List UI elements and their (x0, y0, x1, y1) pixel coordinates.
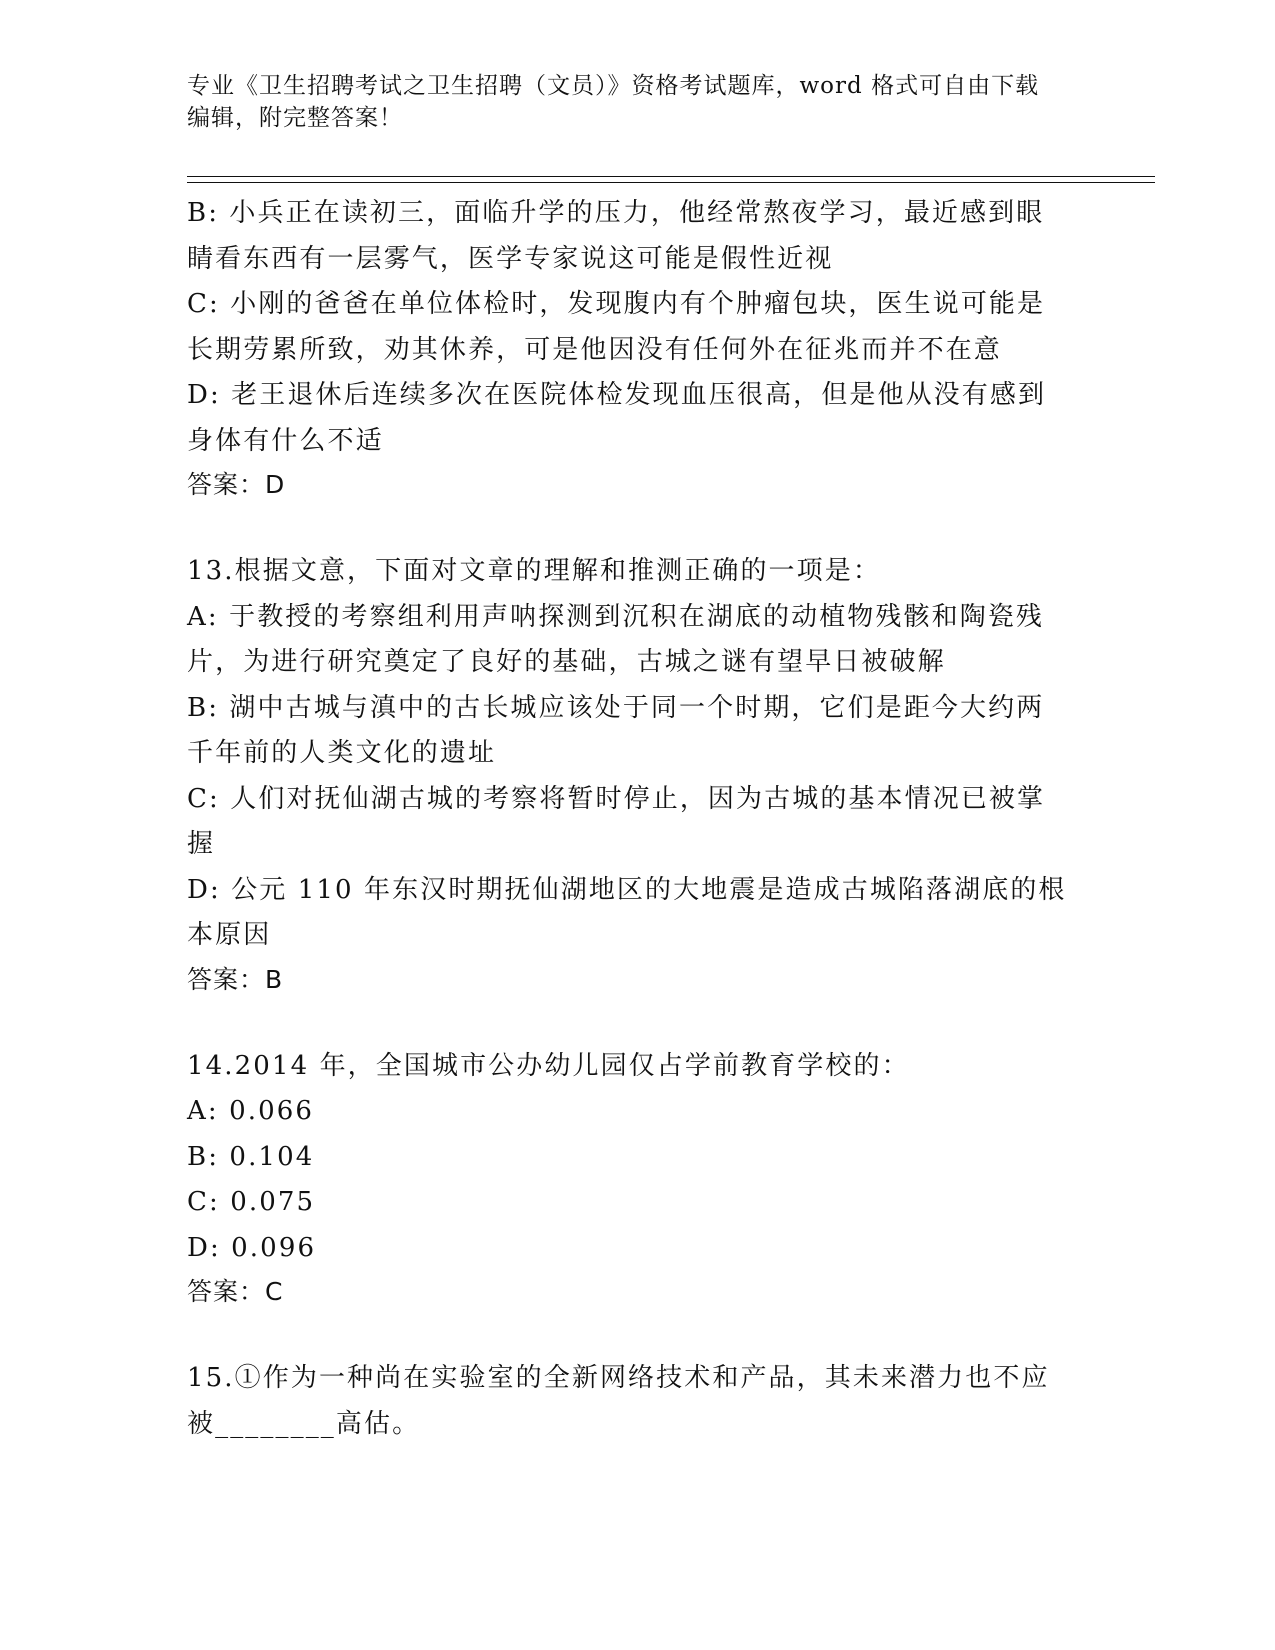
q12-option-b-line-1: B: 小兵正在读初三，面临升学的压力，他经常熬夜学习，最近感到眼 (187, 198, 1045, 228)
q15-question-line-1: 15.①作为一种尚在实验室的全新网络技术和产品，其未来潜力也不应 (187, 1363, 1050, 1393)
q12-option-c-line-2: 长期劳累所致，劝其休养，可是他因没有任何外在征兆而并不在意 (187, 334, 1002, 365)
q13-option-a-line-1: A: 于教授的考察组利用声呐探测到沉积在湖底的动植物残骸和陶瓷残 (187, 601, 1045, 632)
question-13 (187, 549, 1077, 1001)
header-title-line-1: 专业《卫生招聘考试之卫生招聘（文员）》资格考试题库，word 格式可自由下载 (187, 73, 1040, 99)
spacer (187, 1313, 1077, 1356)
q14-option-b: B: 0.104 (187, 1141, 315, 1172)
q15-question-line-2: 被________高估。 (187, 1408, 421, 1439)
q13-option-b-line-2: 千年前的人类文化的遗址 (187, 738, 497, 768)
q13-option-c-line-1: C: 人们对抚仙湖古城的考察将暂时停止，因为古城的基本情况已被掌 (187, 783, 1046, 814)
q13-option-c-line-2: 握 (187, 829, 216, 859)
question-12 (187, 191, 1077, 506)
q12-option-c-line-1: C: 小刚的爸爸在单位体检时，发现腹内有个肿瘤包块，医生说可能是 (187, 289, 1046, 319)
q14-option-a: A: 0.066 (187, 1096, 315, 1126)
q14-option-d: D: 0.096 (187, 1232, 317, 1263)
question-14 (187, 1044, 1077, 1314)
q12-option-d-line-1: D: 老王退休后连续多次在医院体检发现血压很高，但是他从没有感到 (187, 380, 1047, 410)
q14-question: 14.2014 年，全国城市公办幼儿园仅占学前教育学校的： (187, 1050, 910, 1081)
header-rule-bottom (187, 182, 1155, 183)
q12-option-b-line-2: 睛看东西有一层雾气，医学专家说这可能是假性近视 (187, 243, 834, 274)
header-title-line-2: 编辑，附完整答案！ (187, 105, 403, 131)
q13-answer: 答案：B (187, 964, 284, 994)
q13-question: 13.根据文意，下面对文章的理解和推测正确的一项是： (187, 556, 881, 586)
q14-answer: 答案：C (187, 1277, 284, 1306)
q13-option-d-line-2: 本原因 (187, 920, 272, 950)
header-rule-top (187, 176, 1155, 177)
question-content (187, 191, 1077, 1447)
question-15 (187, 1356, 1077, 1447)
q12-answer: 答案：D (187, 470, 286, 499)
q13-option-b-line-1: B: 湖中古城与滇中的古长城应该处于同一个时期，它们是距今大约两 (187, 692, 1045, 723)
q14-option-c: C: 0.075 (187, 1187, 316, 1217)
spacer (187, 506, 1077, 549)
document-header (187, 70, 1077, 134)
q12-option-d-line-2: 身体有什么不适 (187, 425, 384, 456)
q13-option-a-line-2: 片，为进行研究奠定了良好的基础，古城之谜有望早日被破解 (187, 647, 946, 677)
spacer (187, 1001, 1077, 1044)
q13-option-d-line-1: D: 公元 110 年东汉时期抚仙湖地区的大地震是造成古城陷落湖底的根 (187, 874, 1067, 905)
